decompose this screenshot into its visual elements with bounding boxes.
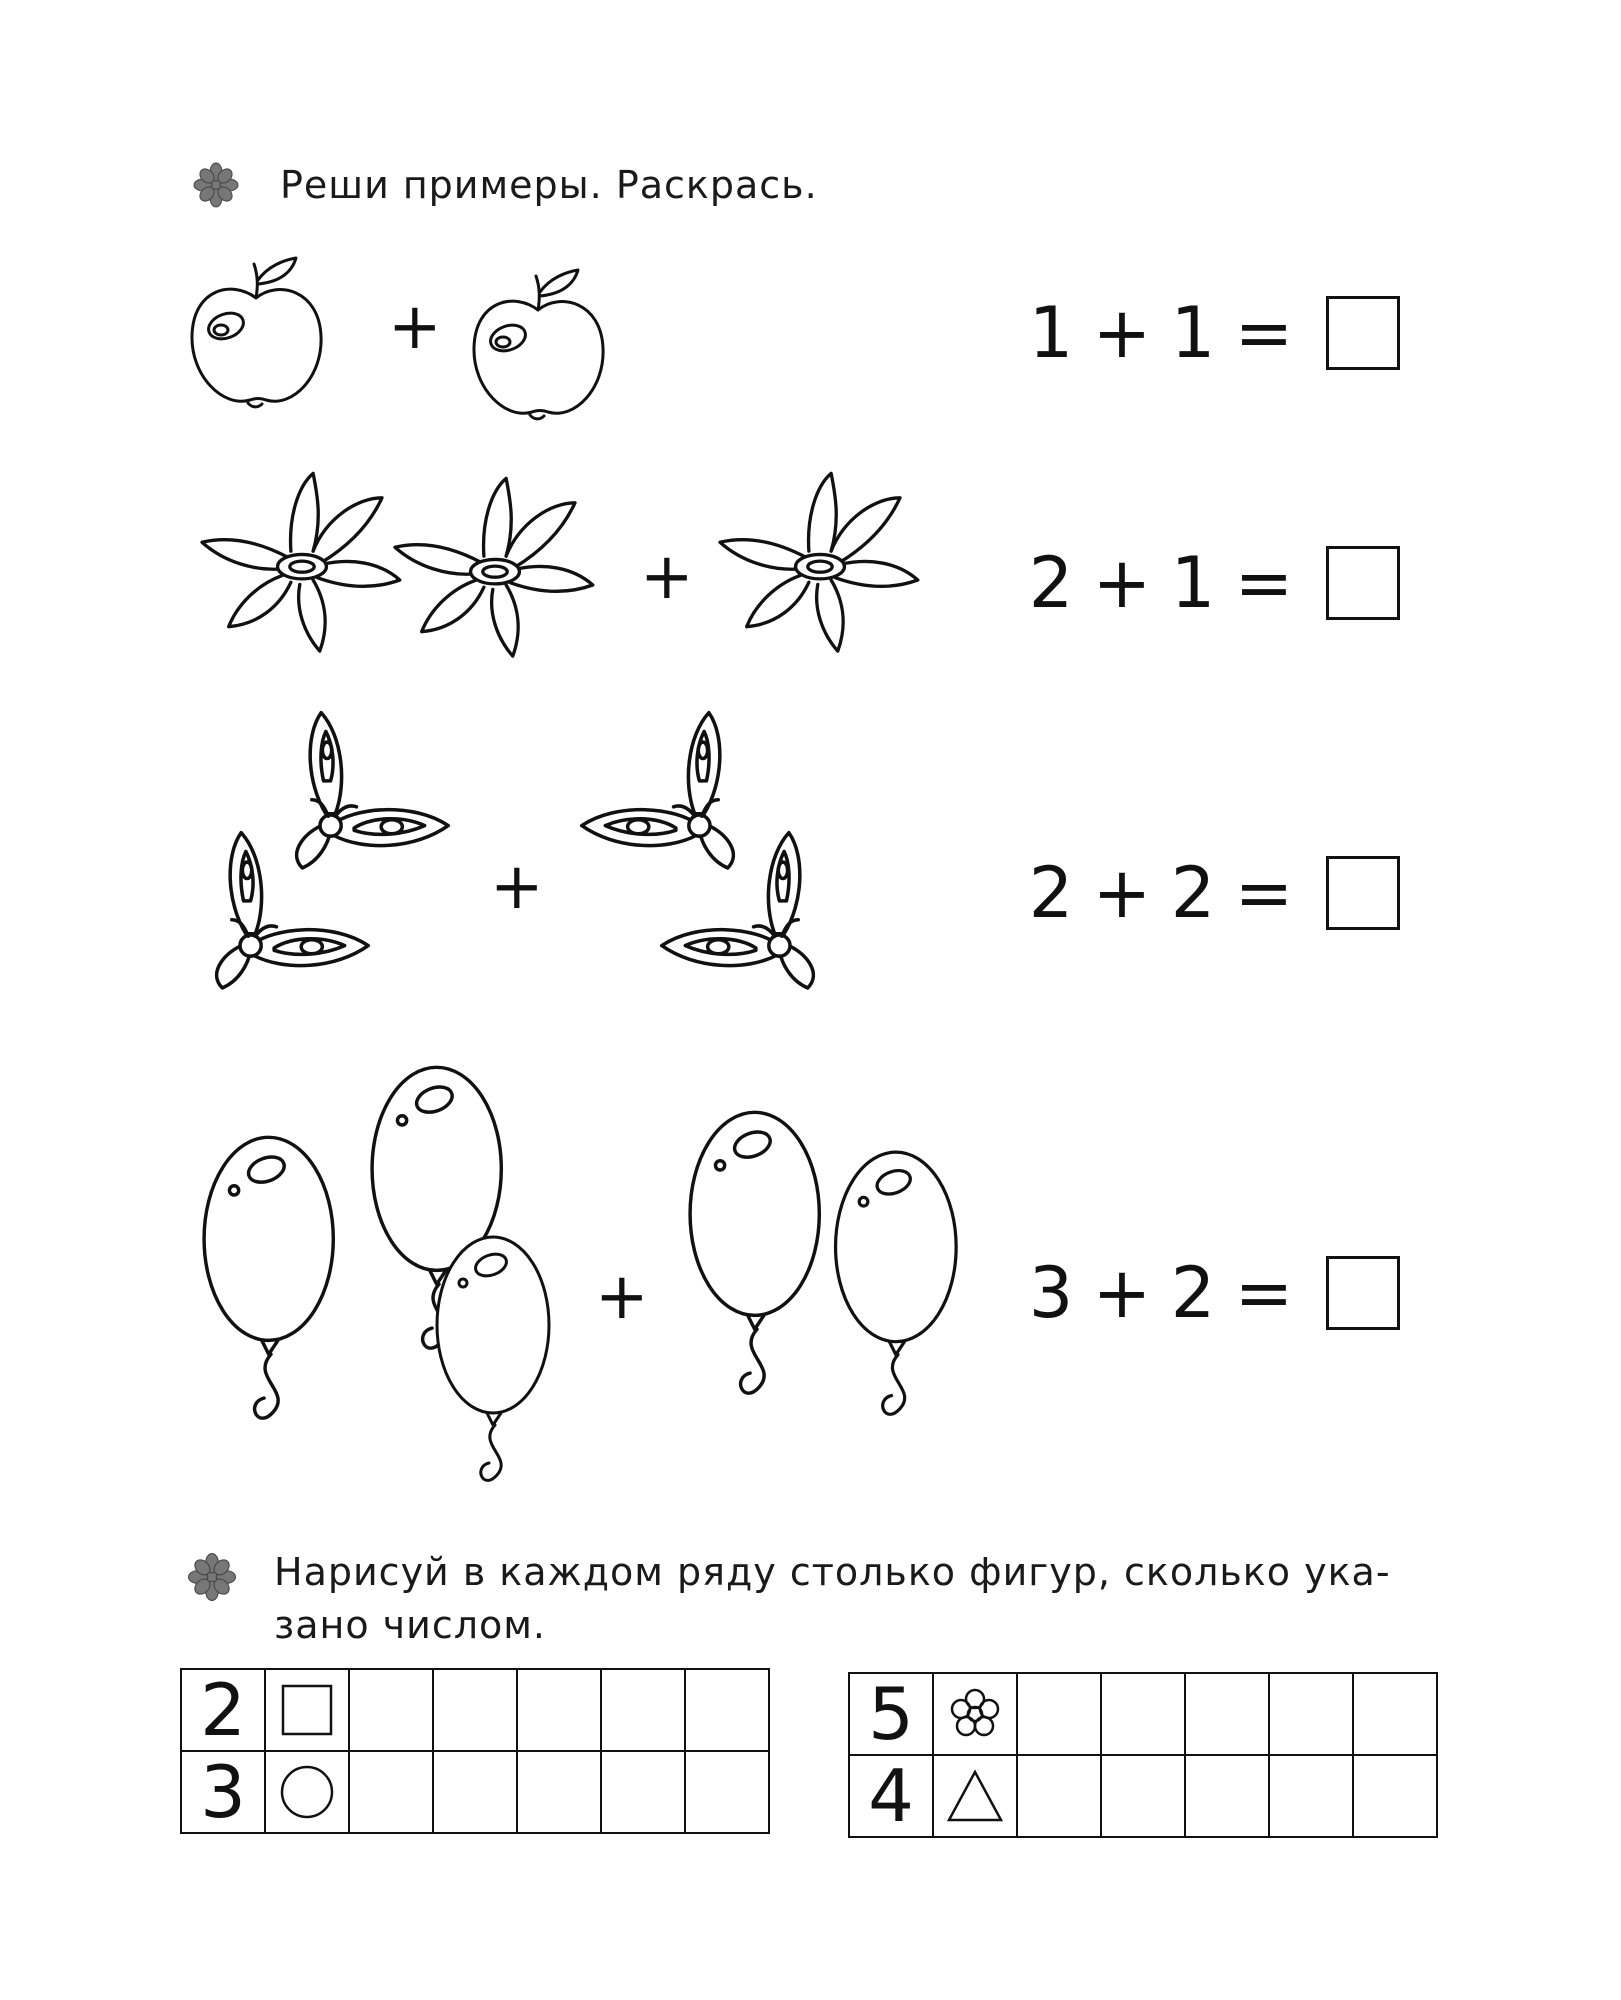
apple-picture [470, 270, 610, 420]
flower-bullet-icon [180, 1545, 244, 1609]
triangle-icon [933, 1755, 1017, 1837]
balloon-picture [828, 1150, 968, 1430]
grid-cell[interactable] [601, 1669, 685, 1751]
equation-operand: 1 [1170, 292, 1216, 374]
equation-operand: 1 [1028, 292, 1074, 374]
grid-cell[interactable] [685, 1669, 769, 1751]
equation-operator: + [1092, 852, 1152, 934]
plus-sign: + [595, 1260, 649, 1334]
row-number: 5 [849, 1673, 933, 1755]
grid-row [181, 1669, 769, 1751]
grid-cell[interactable] [1017, 1673, 1101, 1755]
equals-sign: = [1234, 1252, 1294, 1334]
equation-operand: 1 [1170, 542, 1216, 624]
grid-row [849, 1755, 1437, 1837]
plus-sign: + [388, 290, 442, 364]
equation-operand: 2 [1028, 542, 1074, 624]
grid-cell[interactable] [517, 1751, 601, 1833]
answer-box[interactable] [1326, 546, 1400, 620]
butterfly-picture [650, 820, 850, 1010]
grid-cell[interactable] [349, 1669, 433, 1751]
plus-sign: + [490, 850, 544, 924]
circle-icon [265, 1751, 349, 1833]
grid-cell[interactable] [433, 1751, 517, 1833]
grid-row [849, 1673, 1437, 1755]
row-number: 2 [181, 1669, 265, 1751]
balloon-picture [682, 1110, 832, 1410]
equals-sign: = [1234, 542, 1294, 624]
equation-operator: + [1092, 292, 1152, 374]
grid-cell[interactable] [1185, 1673, 1269, 1755]
grid-cell[interactable] [1353, 1673, 1437, 1755]
equation-operand: 2 [1170, 1252, 1216, 1334]
grid-cell[interactable] [1269, 1673, 1353, 1755]
equals-sign: = [1234, 852, 1294, 934]
equation-1 [1020, 292, 1400, 374]
equation-operand: 3 [1028, 1252, 1074, 1334]
row-number: 4 [849, 1755, 933, 1837]
flower-picture [720, 470, 920, 660]
apple-picture [188, 258, 328, 408]
equation-operator: + [1092, 542, 1152, 624]
grid-cell[interactable] [517, 1669, 601, 1751]
butterfly-picture [180, 820, 380, 1010]
drawing-grid-right [848, 1672, 1438, 1838]
grid-cell[interactable] [601, 1751, 685, 1833]
grid-row [181, 1751, 769, 1833]
task1-instruction: Реши примеры. Раскрась. [280, 163, 818, 207]
answer-box[interactable] [1326, 856, 1400, 930]
square-icon [265, 1669, 349, 1751]
equation-4 [1020, 1252, 1400, 1334]
task2-instruction-line2: зано числом. [274, 1603, 546, 1647]
grid-cell[interactable] [1353, 1755, 1437, 1837]
grid-cell[interactable] [1101, 1755, 1185, 1837]
flower-picture [395, 475, 595, 665]
drawing-grid-left [180, 1668, 770, 1834]
grid-cell[interactable] [685, 1751, 769, 1833]
grid-cell[interactable] [433, 1669, 517, 1751]
grid-cell[interactable] [1101, 1673, 1185, 1755]
grid-cell[interactable] [1185, 1755, 1269, 1837]
answer-box[interactable] [1326, 296, 1400, 370]
equation-2 [1020, 542, 1400, 624]
flower-bullet-icon [186, 155, 246, 215]
grid-cell[interactable] [349, 1751, 433, 1833]
plus-sign: + [640, 540, 694, 614]
equals-sign: = [1234, 292, 1294, 374]
equation-3 [1020, 852, 1400, 934]
answer-box[interactable] [1326, 1256, 1400, 1330]
balloon-picture [196, 1135, 346, 1435]
grid-cell[interactable] [1269, 1755, 1353, 1837]
flower-icon [933, 1673, 1017, 1755]
task2-instruction-line1: Нарисуй в каждом ряду столько фигур, сколько ука- [274, 1550, 1391, 1594]
grid-cell[interactable] [1017, 1755, 1101, 1837]
row-number: 3 [181, 1751, 265, 1833]
balloon-picture [420, 1235, 570, 1495]
equation-operand: 2 [1170, 852, 1216, 934]
flower-picture [202, 470, 402, 660]
equation-operand: 2 [1028, 852, 1074, 934]
equation-operator: + [1092, 1252, 1152, 1334]
